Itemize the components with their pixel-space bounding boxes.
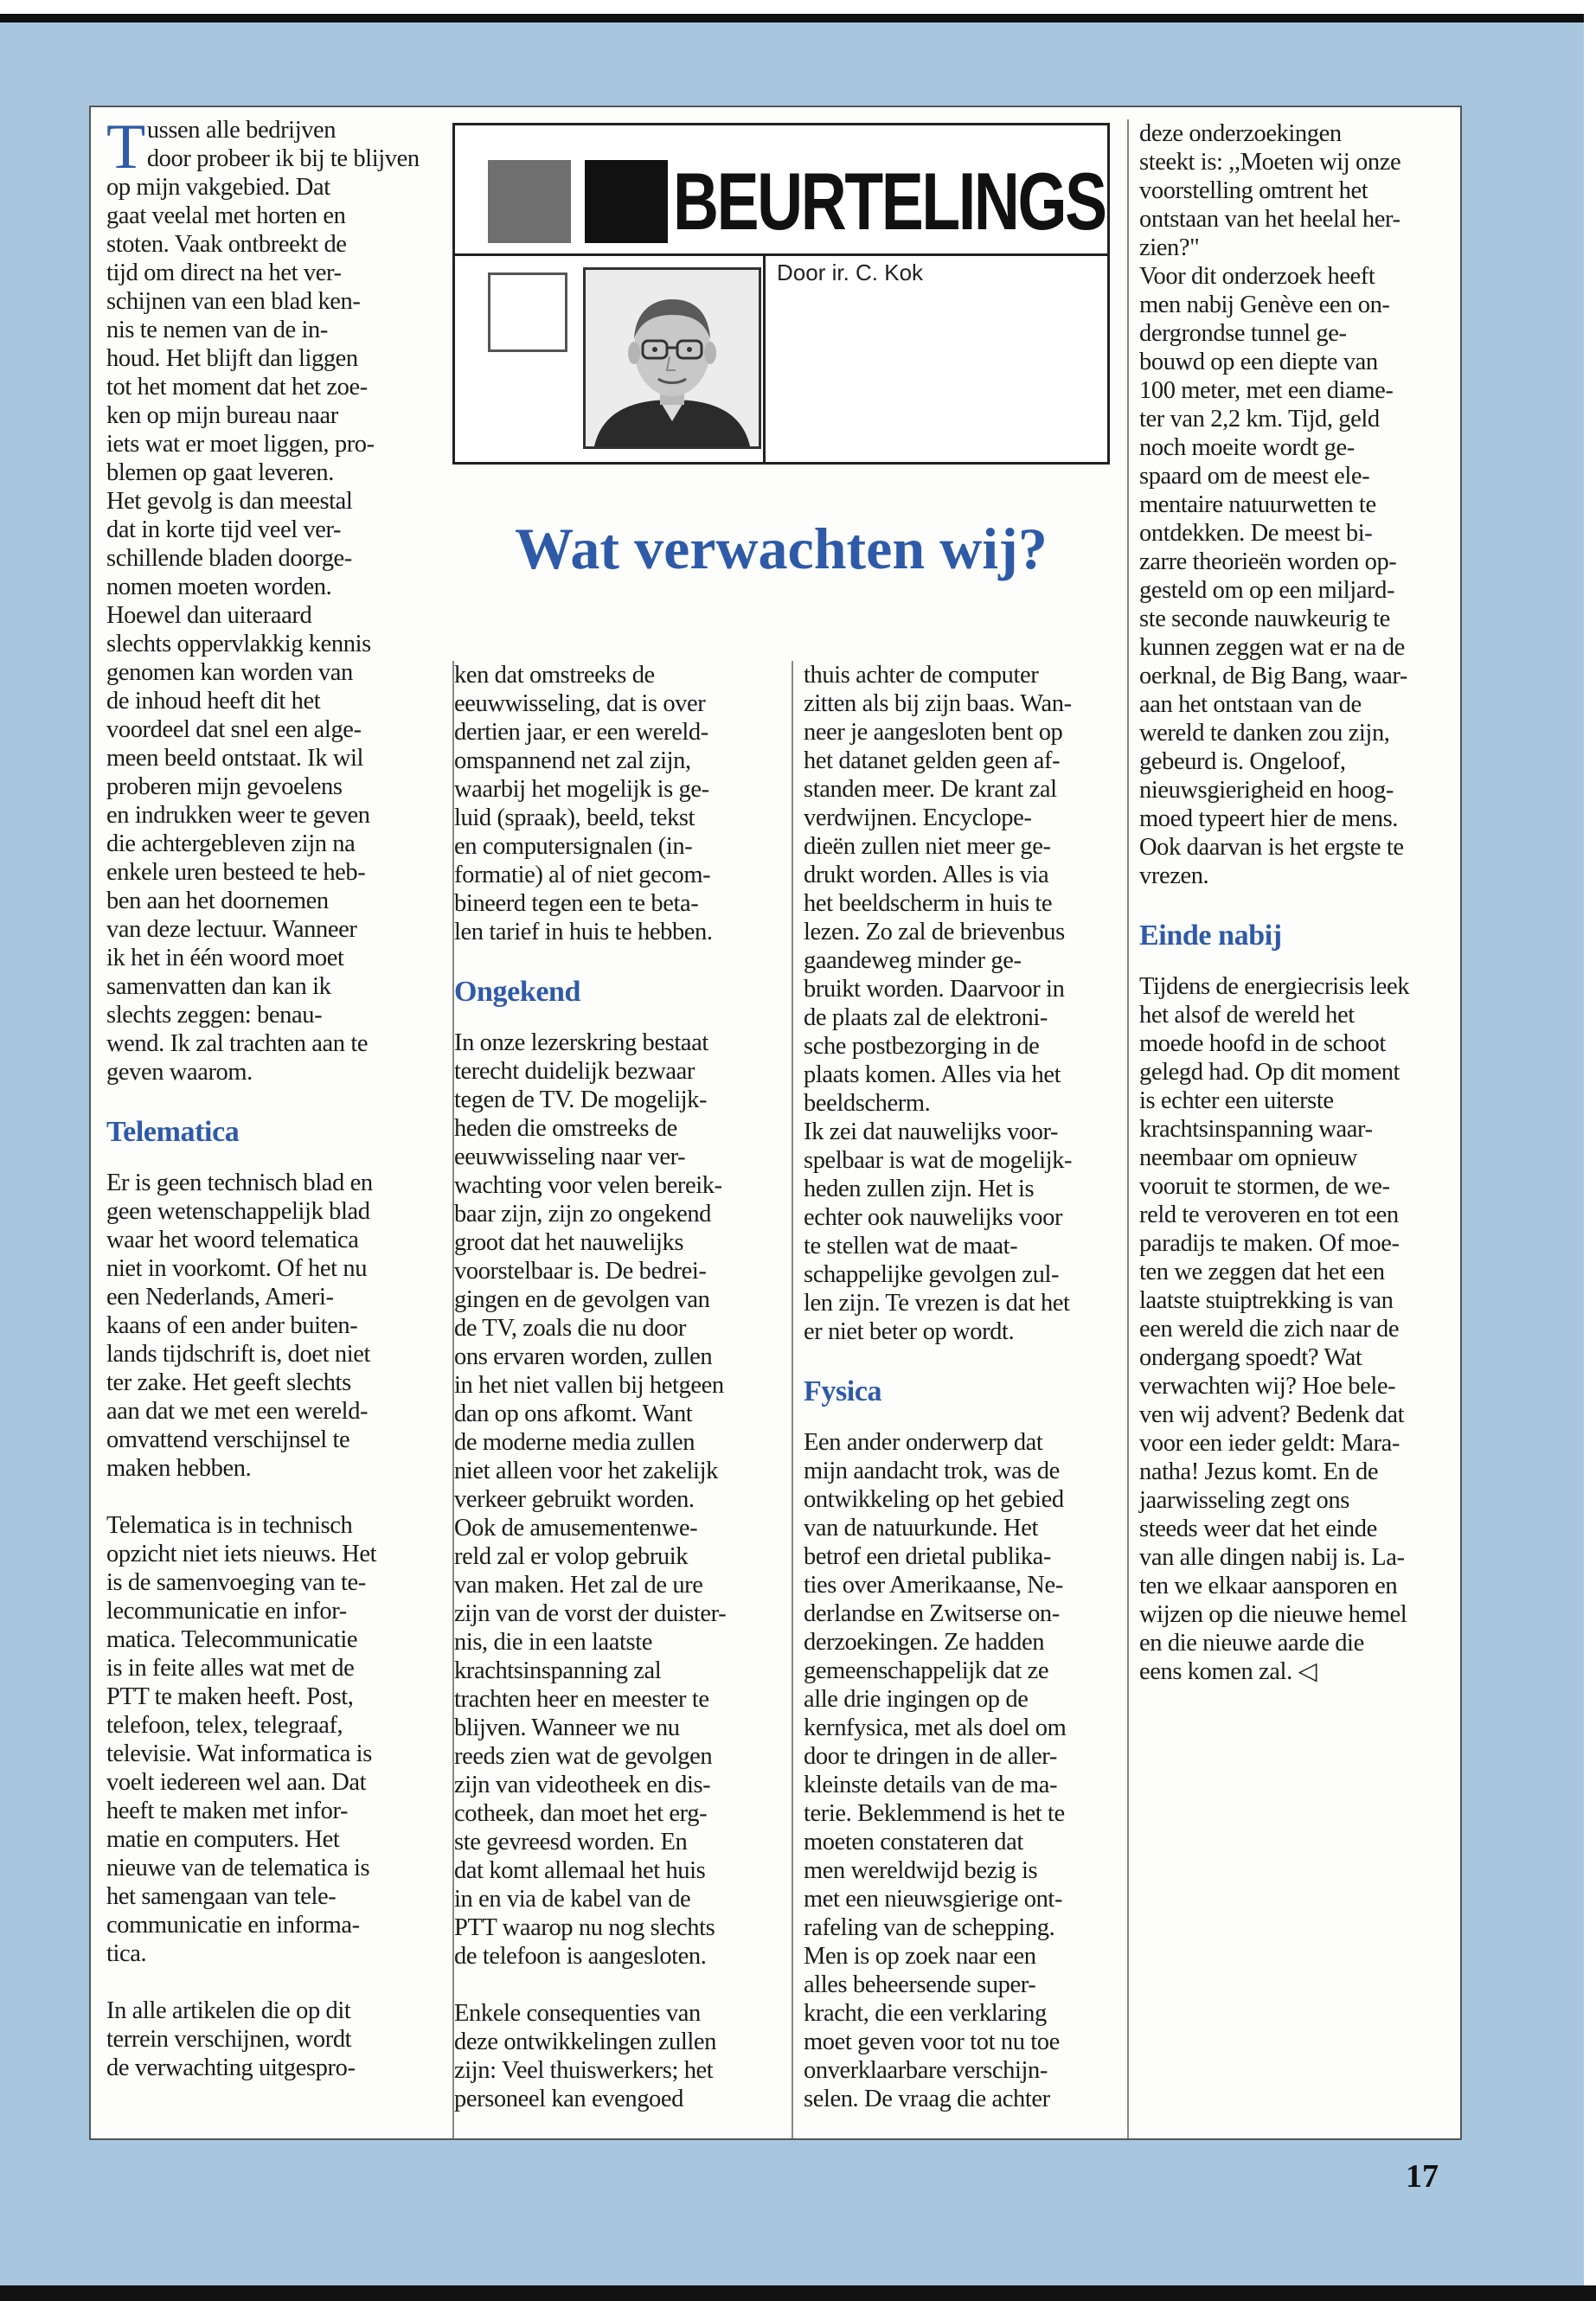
column-title: BEURTELINGS [673, 156, 1106, 247]
magazine-page [89, 106, 1462, 2140]
intro-text: ussen alle bedrijven door probeer ik bij te blijven op mijn vakgebied. Dat gaat veelal met horten en stoten. Vaak ontbreekt de tijd om direct na het ver- schijnen van een blad ken- nis te nemen van de in- houd. Het blijft dan liggen tot het moment dat het zoe- ken op mijn bureau naar iets wat er moet liggen, pro- blemen op gaat leveren. Het gevolg is dan meestal dat in korte tijd veel ver- schillende bladen doorge- nomen moeten worden. Hoewel dan uiteraard slechts oppervlakkig kennis genomen kan worden van de inhoud heeft dit het voordeel dat snel een alge- meen beeld ontstaat. Ik wil proberen mijn gevoelens en indrukken weer te geven die achtergebleven zijn na enkele uren besteed te heb- ben aan het doornemen van deze lectuur. Wanneer ik het in één woord moet samenvatten dan kan ik slechts zeggen: benau- wend. Ik zal trachten aan te geven waarom. [106, 117, 420, 1086]
subheading-telematica: Telematica [106, 1116, 240, 1148]
header-divider [455, 253, 1107, 256]
paragraph: Tijdens de energiecrisis leek het alsof de wereld het moede hoofd in de schoot gelegd had. Op dit moment is echter een uiterste krachtsinspanning waar- neembaar om opnieuw vooruit te stormen, de we- reld te veroveren en tot een paradijs te maken. Of moe- ten we zeggen dat het een laatste stuiptrekking is van een wereld die zich naar de ondergang spoedt? Wat verwachten wij? Hoe bele- ven wij advent? Bedenk dat voor een ieder geldt: Mara- natha! Jezus komt. En de jaarwisseling zegt ons steeds weer dat het einde van alle dingen nabij is. La- ten we elkaar aansporen en wijzen op die nieuwe hemel en die nieuwe aarde die eens komen zal. ◁ [1139, 973, 1410, 1685]
scan-edge-top-dark [0, 14, 1596, 22]
article-column-3 [792, 661, 1112, 2138]
article-column-2 [452, 661, 774, 2138]
paragraph: In alle artikelen die op dit terrein verschijnen, wordt de verwachting uitgespro- [106, 1997, 356, 2081]
paragraph: Er is geen technisch blad en geen wetenschappelijk blad waar het woord telematica niet in voorkomt. Of het nu een Nederlands, Ameri- kaans of een ander buiten- lands tijdschrift is, doet niet ter zake. Het geeft slechts aan dat we met een wereld- omvattend verschijnsel te maken hebben. [106, 1170, 373, 1482]
paragraph: thuis achter de computer zitten als bij zijn baas. Wan- neer je aangesloten bent op het datanet gelden geen af- standen meer. De krant zal verdwijnen. Encyclope- dieën zullen niet meer ge- drukt worden. Alles is via het beeldscherm in huis te lezen. Zo zal de brievenbus gaandeweg minder ge- bruikt worden. Daarvoor in de plaats zal de elektroni- sche postbezorging in de plaats komen. Alles via het beeldscherm. [804, 662, 1072, 1117]
paragraph: Voor dit onderzoek heeft men nabij Genève een on- dergrondse tunnel ge- bouwd op een diepte van 100 meter, met een diame- ter van 2,2 km. Tijd, geld noch moeite wordt ge- spaard om de meest ele- mentaire natuurwetten te ontdekken. De meest bi- zarre theorieën worden op- gesteld om op een miljard- ste seconde nauwkeurig te kunnen zeggen wat er na de oerknal, de Big Bang, waar- aan het ontstaan van de wereld te danken zou zijn, gebeurd is. Ongeloof, nieuwsgierigheid en hoog- moed typeert hier de mens. Ook daarvan is het ergste te vrezen. [1139, 263, 1407, 889]
drop-cap: T [106, 116, 145, 183]
grey-square [488, 160, 571, 243]
black-square [585, 160, 668, 243]
white-square [488, 272, 567, 352]
paragraph: Ik zei dat nauwelijks voor- spelbaar is wat de mogelijk- heden zullen zijn. Het is echter ook nauwelijks voor te stellen wat de maat- schappelijke gevolgen zul- len zijn. Te vrezen is dat het er niet beter op wordt. [804, 1118, 1073, 1345]
paragraph: Een ander onderwerp dat mijn aandacht trok, was de ontwikkeling op het gebied van de natuurkunde. Het betrof een drietal publika- ties over Amerikaanse, Ne- derlandse en Zwitserse on- derzoekingen. Ze hadden gemeenschappelijk dat ze alle drie ingingen op de kernfysica, met als doel om door te dringen in de aller- kleinste details van de ma- terie. Beklemmend is het te moeten constateren dat men wereldwijd bezig is met een nieuwsgierige ont- rafeling van de schepping. Men is op zoek naar een alles beheersende super- kracht, die een verklaring moet geven voor tot nu toe onverklaarbare verschijn- selen. De vraag die achter [804, 1429, 1067, 2112]
paragraph: Enkele consequenties van deze ontwikkelingen zullen zijn: Veel thuiswerkers; het personeel kan evengoed [454, 2000, 716, 2112]
paragraph: deze onderzoekingen steekt is: ,,Moeten wij onze voorstelling omtrent het ontstaan van het heelal her- zien?" [1139, 120, 1401, 261]
header-vertical-divider [763, 253, 766, 462]
subheading-fysica: Fysica [804, 1375, 882, 1407]
subheading-ongekend: Ongekend [454, 976, 581, 1008]
article-headline: Wat verwachten wij? [515, 516, 1048, 581]
intro-paragraph [106, 116, 435, 1086]
author-photo [583, 267, 761, 449]
article-column-4 [1127, 119, 1449, 2138]
scan-edge-top [0, 0, 1596, 14]
paragraph: Telematica is in technisch opzicht niet iets nieuws. Het is de samenvoeging van te- lecommunicatie en infor- matica. Telecommunicatie is in feite alles wat met de PTT te maken heeft. Post, telefoon, telex, telegraaf, televisie. Wat informatica is voelt iedereen wel aan. Dat heeft te maken met infor- matie en computers. Het nieuwe van de telematica is het samengaan van tele- communicatie en informa- tica. [106, 1512, 377, 1967]
portrait-image [586, 270, 759, 446]
article-column-1 [106, 116, 435, 2138]
scan-edge-right [1584, 0, 1596, 2301]
paragraph: ken dat omstreeks de eeuwwisseling, dat is over dertien jaar, er een wereld- omspannend net zal zijn, waarbij het mogelijk is ge- luid (spraak), beeld, tekst en computersignalen (in- formatie) al of niet gecom- bineerd tegen een te beta- len tarief in huis te hebben. [454, 662, 713, 945]
author-byline: Door ir. C. Kok [777, 260, 924, 285]
paragraph: In onze lezerskring bestaat terecht duidelijk bezwaar tegen de TV. De mogelijk- heden die omstreeks de eeuwwisseling naar ver- wachting voor velen bereik- baar zijn, zijn zo ongekend groot dat het nauwelijks voorstelbaar is. De bedrei- gingen en de gevolgen van de TV, zoals die nu door ons ervaren worden, zullen in het niet vallen bij hetgeen dan op ons afkomt. Want de moderne media zullen niet alleen voor het zakelijk verkeer gebruikt worden. Ook de amusementenwe- reld zal er volop gebruik van maken. Het zal de ure zijn van de vorst der duister- nis, die in een laatste krachtsinspanning zal trachten heer en meester te blijven. Wanneer we nu reeds zien wat de gevolgen zijn van videotheek en dis- cotheek, dan moet het erg- ste gevreesd worden. En dat komt allemaal het huis in en via de kabel van de PTT waarop nu nog slechts de telefoon is aangesloten. [454, 1029, 727, 1970]
scan-edge-bottom [0, 2285, 1596, 2301]
page-number: 17 [1406, 2158, 1439, 2195]
subheading-einde-nabij: Einde nabij [1139, 920, 1282, 952]
column-header-box [452, 123, 1110, 465]
